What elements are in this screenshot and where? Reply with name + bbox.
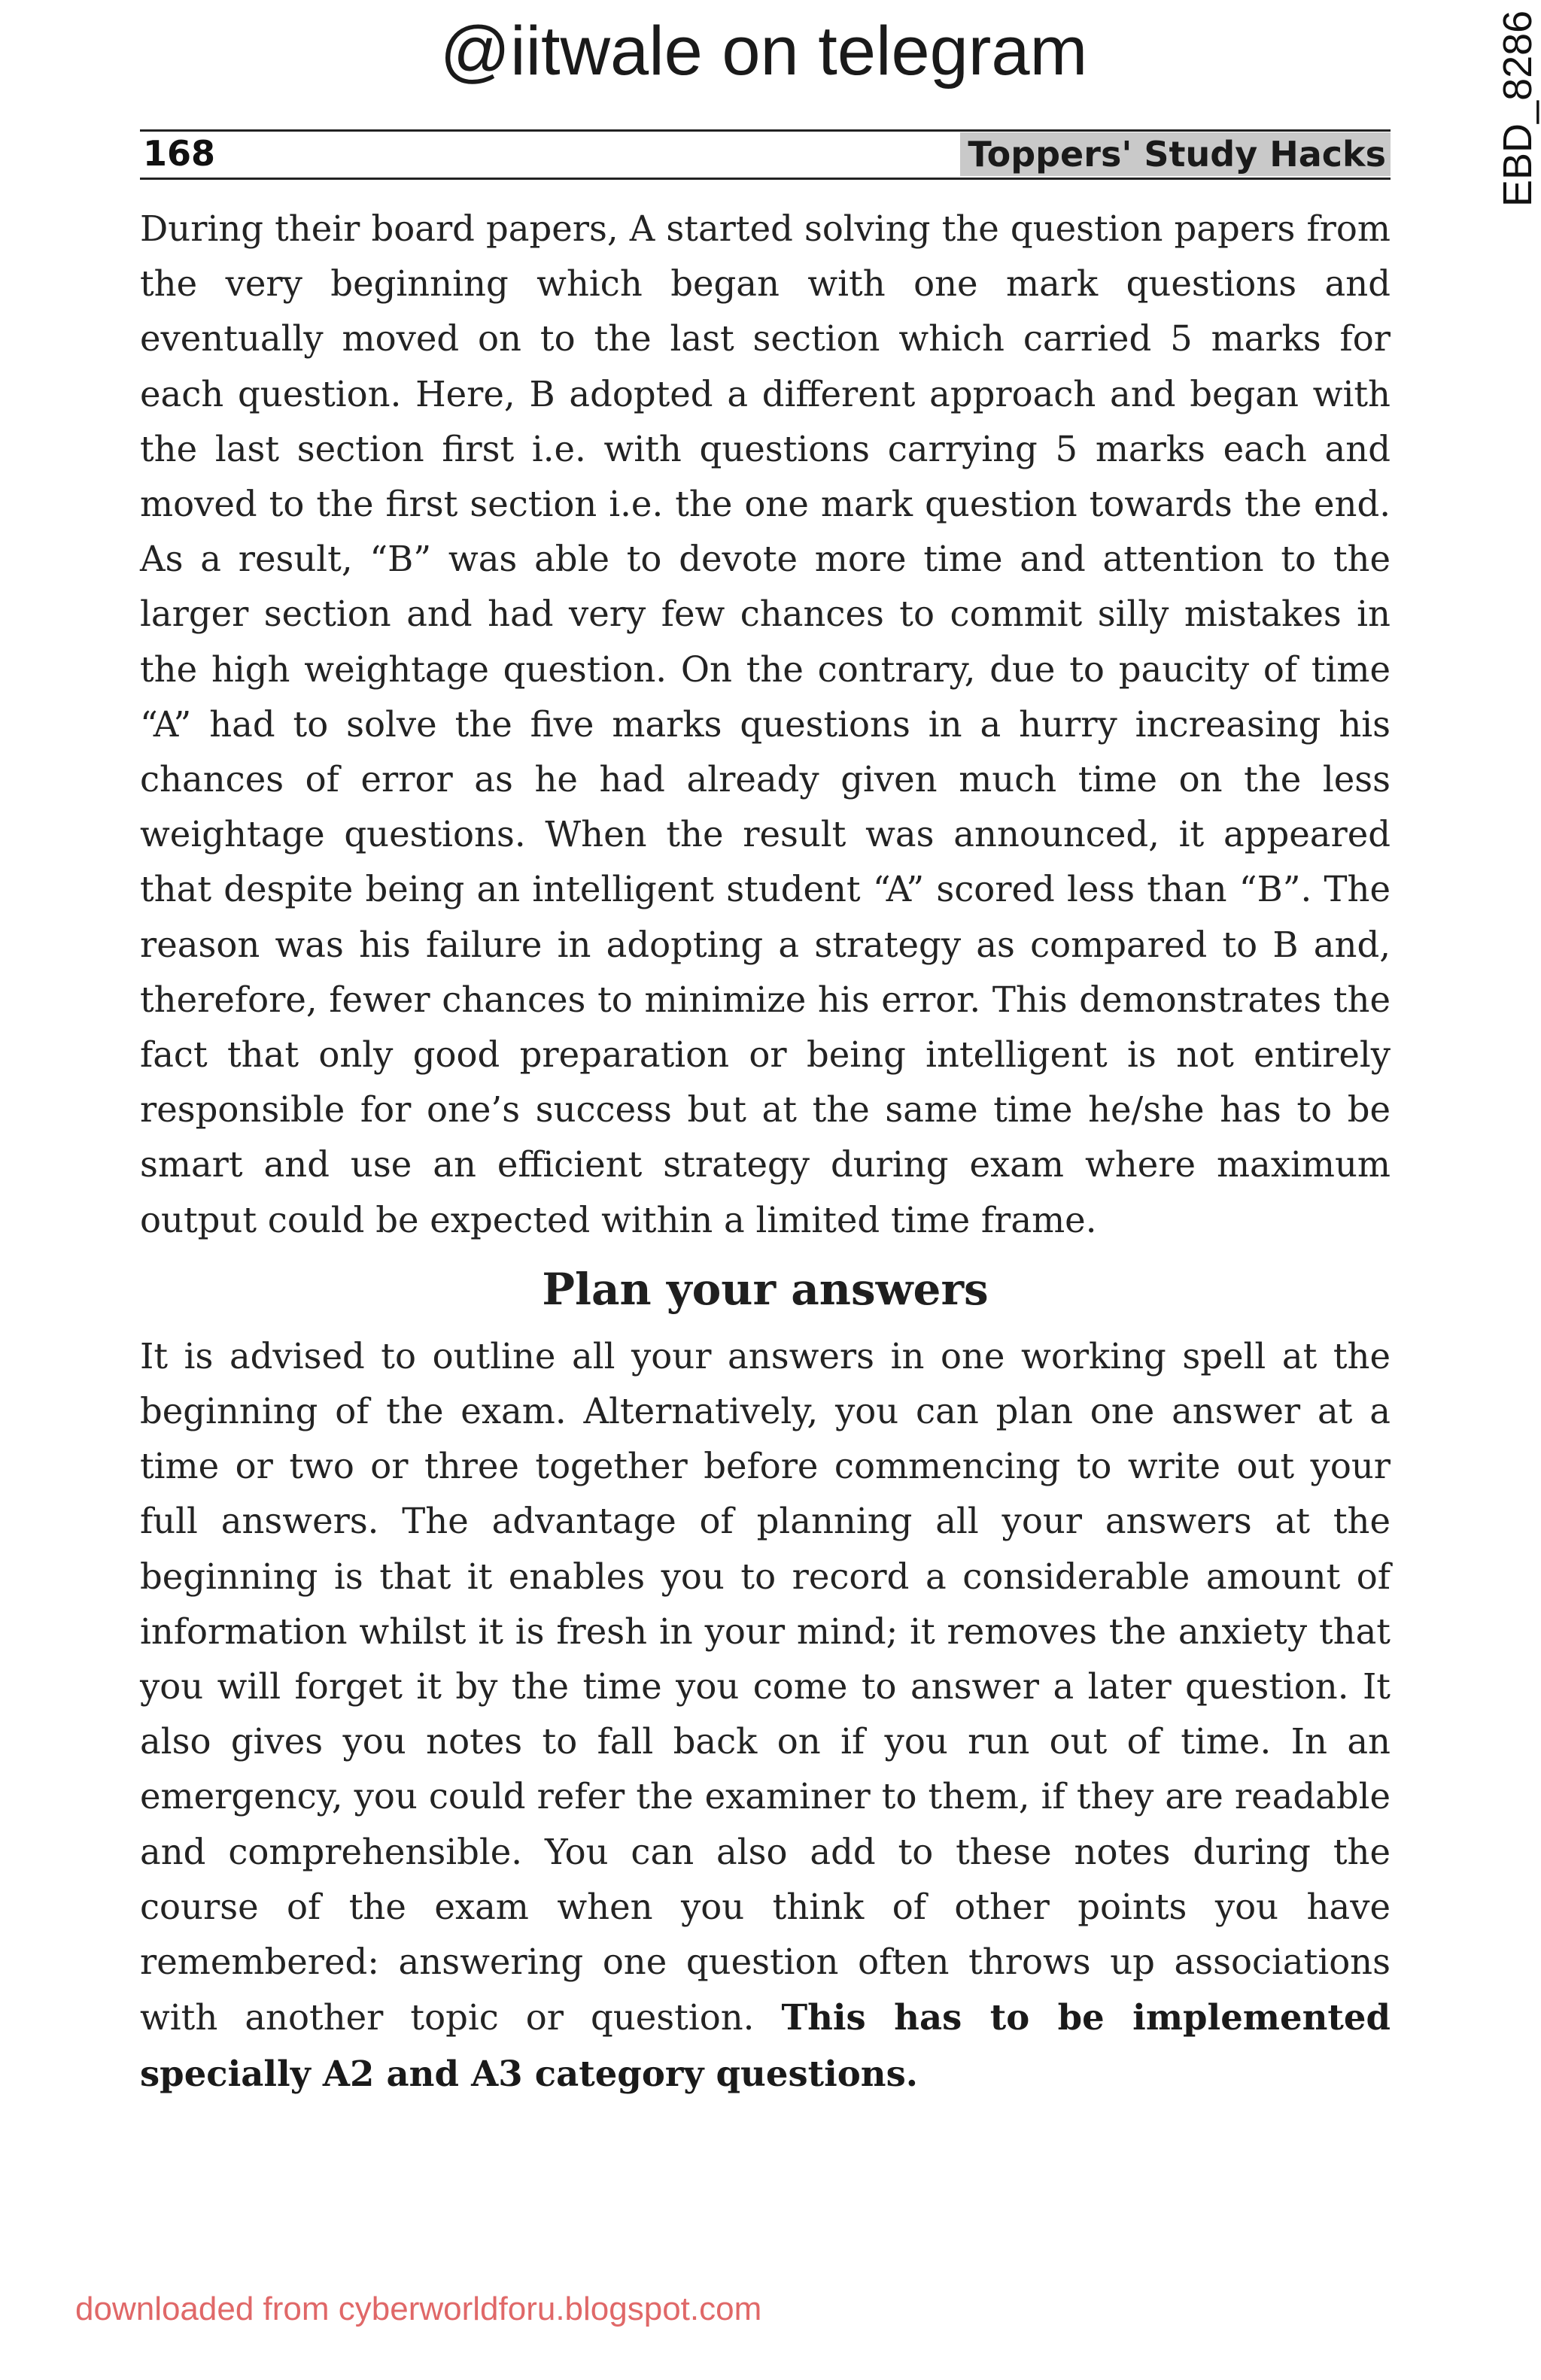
paragraph-plan-your-answers (140, 1329, 1391, 2102)
header-bottom-rule (140, 178, 1391, 180)
telegram-watermark-banner: @iitwale on telegram (439, 13, 1088, 90)
running-title: Toppers' Study Hacks (960, 132, 1391, 176)
section-heading-plan-your-answers: Plan your answers (542, 1263, 989, 1315)
page-number: 168 (143, 133, 216, 174)
paragraph-strategy-story: During their board papers, A started solving the question papers from the very beginning which began with one mark questions and eventually moved on to the last section which carried 5 marks for each question. Here, B adopted a different approach and began with the last section first i.e. with questions carrying 5 marks each and moved to the first section i.e. the one mark question towards the end. As a result, “B” was able to devote more time and attention to the larger section and had very few chances to commit silly mistakes in the high weightage question. On the contrary, due to paucity of time “A” had to solve the five marks questions in a hurry increasing his chances of error as he had already given much time on the less weightage questions. When the result was announced, it appeared that despite being an intelligent student “A” scored less than “B”. The reason was his failure in adopting a strategy as compared to B and, therefore, fewer chances to minimize his error. This demonstrates the fact that only good preparation or being intelligent is not entirely responsible for one’s success but at the same time he/she has to be smart and use an efficient strategy during exam where maximum output could be expected within a limited time frame. (140, 208, 1391, 1240)
footer-source-link[interactable]: downloaded from cyberworldforu.blogspot.com (75, 2290, 762, 2327)
paragraph-plan-emphasis: This has to be implemented specially A2 and A3 category questions. (140, 1996, 1391, 2094)
header-top-rule (140, 129, 1391, 132)
paragraph-plan-text: It is advised to outline all your answers in one working spell at the beginning of the exam. Alternatively, you can plan one answer at a time or two or three together before commencing to write out your full answers. The advantage of planning all your answers at the beginning is that it enables you to record a considerable amount of information whilst it is fresh in your mind; it removes the anxiety that you will forget it by the time you come to answer a later question. It also gives you notes to fall back on if you run out of time. In an emergency, you could refer the examiner to them, if they are readable and comprehensible. You can also add to these notes during the course of the exam when you think of other points you have remembered: answering one question often throws up associations with another topic or question. (140, 1335, 1391, 2038)
page-body (140, 202, 1391, 2102)
side-document-code: EBD_8286 (1495, 10, 1540, 207)
